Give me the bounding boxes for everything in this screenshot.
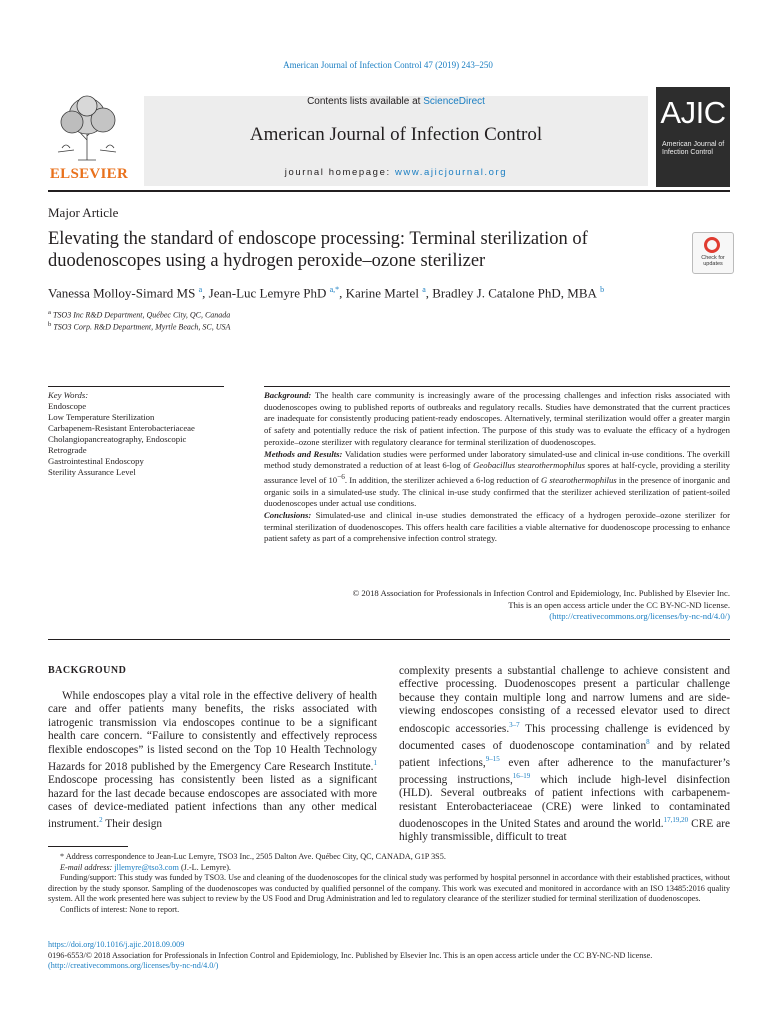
email-note [48,863,730,874]
citation-ref[interactable]: 2 [99,816,103,825]
affiliation [48,321,230,332]
affiliation-marker: a [48,309,51,316]
body-text: CRE are highly transmissible, difficult to treat [399,817,730,844]
email-label: E-mail address: [60,862,113,872]
contents-prefix: Contents lists available at [307,96,424,107]
conflicts-note: Conflicts of interest: None to report. [60,904,180,914]
author-affil-marker[interactable]: a [422,285,426,294]
copyright-line: © 2018 Association for Professionals in Infection Control and Epidemiology, Inc. Published by Elsevier Inc. [352,588,730,598]
body-text: While endoscopes play a vital role in the effective delivery of health care and offer patients many benefits, the risks associated with iatrogenic transmission via endoscopes continue to be a significant health care concern. “Failure to consistently and effectively reprocess flexible endoscopes” is listed second on the Top 10 Health Technology Hazards for 2018 published by the Emergency Care Research Institute. [48,690,377,773]
abstract-conclusions [264,510,730,545]
author-affil-marker[interactable]: a [198,285,203,294]
footnote-rule [48,846,128,847]
homepage-link[interactable]: www.ajicjournal.org [394,167,508,178]
author-affil-marker[interactable]: b [600,285,605,294]
exponent: −6 [337,472,345,481]
background-label: Background: [264,390,312,400]
species-name: G stearothermophilus [540,474,617,485]
body-column-right [399,665,730,845]
ajic-cover-logo [656,87,730,187]
affiliation-marker: b [48,321,52,328]
license-link[interactable]: (http://creativecommons.org/licenses/by-nc-nd/4.0/) [549,611,730,622]
author-name[interactable]: Bradley J. Catalone PhD, MBA [432,285,597,301]
affiliation-text: TSO3 Corp. R&D Department, Myrtle Beach, SC, USA [53,322,231,332]
abstract-bottom-rule [48,639,730,640]
author-name[interactable]: Karine Martel [345,285,419,301]
email-suffix: (J.-L. Lemyre). [178,862,231,872]
body-paragraph [399,665,730,845]
conclusions-text: Simulated-use and clinical in-use studies demonstrated the efficacy of a hydrogen peroxide–ozone sterilizer for terminal sterilization of duodenoscopes. This offers health care facilities a viable alternative for duodenoscope processing to enhance patient safety as part of a comprehensive infection control strategy. [264,509,730,544]
footer-license-link[interactable]: (http://creativecommons.org/licenses/by-nc-nd/4.0/) [48,961,219,971]
license-line: This is an open access article under the CC BY-NC-ND license. [508,599,730,610]
keyword: Gastrointestinal Endoscopy [48,456,144,466]
page-footer [48,940,730,972]
keywords-rule [48,386,224,387]
journal-homepage [144,167,648,178]
methods-text: spores at half-cycle, providing a sterility assurance level of 10 [264,460,730,485]
author-name[interactable]: Vanessa Molloy-Simard MS [48,285,196,301]
methods-text: . In addition, the sterilizer achieved a 6-log reduction of [344,474,541,485]
background-text: The health care community is increasingly aware of the processing challenges and infection risks associated with duodenoscopes owing to published reports of outbreaks and regulatory recalls. Studies have demonstrated that the current practices are inadequate for consistently producing patient-ready endoscopes. Alternatively, terminal sterilization would offer a greater margin of safety and potentially reduce the risk of patient infection. The purpose of this study was to evaluate the efficacy of a hydrogen peroxide–ozone sterilizer with regulatory clearance for terminal sterilization of duodenoscopes. [264,390,730,447]
keyword: Low Temperature Sterilization [48,412,155,422]
author-name[interactable]: Jean-Luc Lemyre PhD [208,285,327,301]
header-rule [48,190,730,192]
article-type: Major Article [48,205,119,220]
body-text: even after adherence to the manufacturer’s processing instructions, [399,756,730,786]
methods-text: in the presence of inorganic and organic soils in a simulated-use study. The clinical in-use study confirmed that the sterilizer achieved sterilization of patient-soiled duodenoscopes under actual use conditions. [264,474,731,509]
funding-note: Funding/support: This study was funded by TSO3. Use and cleaning of the duodenoscopes for the clinical study was performed by hospital personnel in accordance with their established practices, without direction by the study sponsor. Sampling of the duodenoscopes was conducted by qualified personnel of the company. This work was executed and monitored in accordance with an ISO 13485:2016 quality system. All the work presented here was subject to review by the US Food and Drug Administration and led to regulatory clearance of the sterilizer studied for terminal sterilization of duodenoscopes. [48,873,730,904]
methods-text: Validation studies were performed under laboratory simulated-use and clinical in-use conditions. The overkill method study demonstrated a reduction of at least 6-log of [264,448,730,471]
author-list: Vanessa Molloy-Simard MS $^a$, Jean-Luc Lemyre PhD $^{a,*}$, Karine Martel $^a$, Bradley J. Catalone PhD, MBA $^b$ [48,285,605,301]
journal-citation[interactable]: American Journal of Infection Control 47 (2019) 243–250 [283,60,493,70]
footnotes [48,852,730,916]
check-updates-icon [704,237,720,253]
issn-copyright-line: 0196-6553/© 2018 Association for Professionals in Infection Control and Epidemiology, Inc. Published by Elsevier Inc. This is an open access article under the CC BY-NC-ND license. [48,950,653,960]
abstract-rule [264,386,730,387]
keyword: Endoscope [48,401,87,411]
citation-ref[interactable]: 8 [646,737,650,746]
homepage-prefix: journal homepage: [284,167,395,178]
section-heading: BACKGROUND [48,665,127,676]
check-updates-label: Check for updates [701,255,725,267]
citation-ref[interactable]: 9–15 [485,754,500,763]
keyword: Sterility Assurance Level [48,467,136,477]
body-text: which include high-level disinfection (HLD). Several outbreaks of patient infections with carbapenem-resistant Enterobacteriaceae (CRE) were linked to contaminated duodenoscopes in the United States and around the world. [399,773,730,830]
author-affil-marker[interactable]: a,* [329,285,340,294]
email-link[interactable]: jllemyre@tso3.com [114,862,179,872]
correspondence-note: * Address correspondence to Jean-Luc Lemyre, TSO3 Inc., 2505 Dalton Ave. Québec City, QC, CANADA, G1P 3S5. [60,852,446,861]
keyword: Carbapenem-Resistant Enterobacteriaceae [48,423,195,433]
body-text: Endoscope processing has consistently been listed as a significant hazard for the last decade because endoscopes are associated with more cases of device-mediated patient infections than any other medical instrument. [48,774,377,831]
body-paragraph [48,690,377,832]
ajic-logo-subtitle: American Journal of Infection Control [662,141,725,156]
body-text: Their design [102,818,163,831]
ajic-logo-text: AJIC [660,95,726,130]
body-text: This processing challenge is evidenced by documented cases of duodenoscope contamination [399,722,731,752]
body-text: and by related patient infections, [399,739,730,769]
affiliation-text: TSO3 Inc R&D Department, Québec City, QC, Canada [52,310,231,320]
check-for-updates-button[interactable] [692,232,734,274]
abstract-copyright [264,588,730,623]
conclusions-label: Conclusions: [264,509,312,520]
abstract [264,390,730,545]
article-title: Elevating the standard of endoscope processing: Terminal sterilization of duodenoscopes using a hydrogen peroxide–ozone sterilizer [48,229,588,271]
keywords-block [48,390,224,478]
elsevier-wordmark: ELSEVIER [49,166,129,182]
body-text: complexity presents a substantial challenge to achieve consistent and effective processing. Duodenoscopes present a particular challenge because they contain multiple long and narrow lumens and are side-viewing endoscopes consisting of a recessed elevator used to direct endoscopic accessories. [399,665,730,735]
citation-ref[interactable]: 16–19 [512,772,531,781]
species-name: Geobacillus stearothermophilus [473,460,585,471]
abstract-methods [264,449,730,510]
keyword: Cholangiopancreatography, Endoscopic Retrograde [48,434,187,455]
citation-ref[interactable]: 17,19,20 [663,816,689,825]
abstract-background [264,390,730,449]
affiliation [48,309,230,320]
sciencedirect-link[interactable]: ScienceDirect [423,96,485,107]
citation-ref[interactable]: 3–7 [509,720,520,729]
methods-label: Methods and Results: [264,448,343,459]
body-column-left [48,690,377,832]
contents-line [144,96,648,107]
doi-link[interactable]: https://doi.org/10.1016/j.ajic.2018.09.009 [48,940,185,949]
keywords-title: Key Words: [48,390,89,400]
journal-title: American Journal of Infection Control [249,124,543,145]
citation-ref[interactable]: 1 [373,759,377,768]
